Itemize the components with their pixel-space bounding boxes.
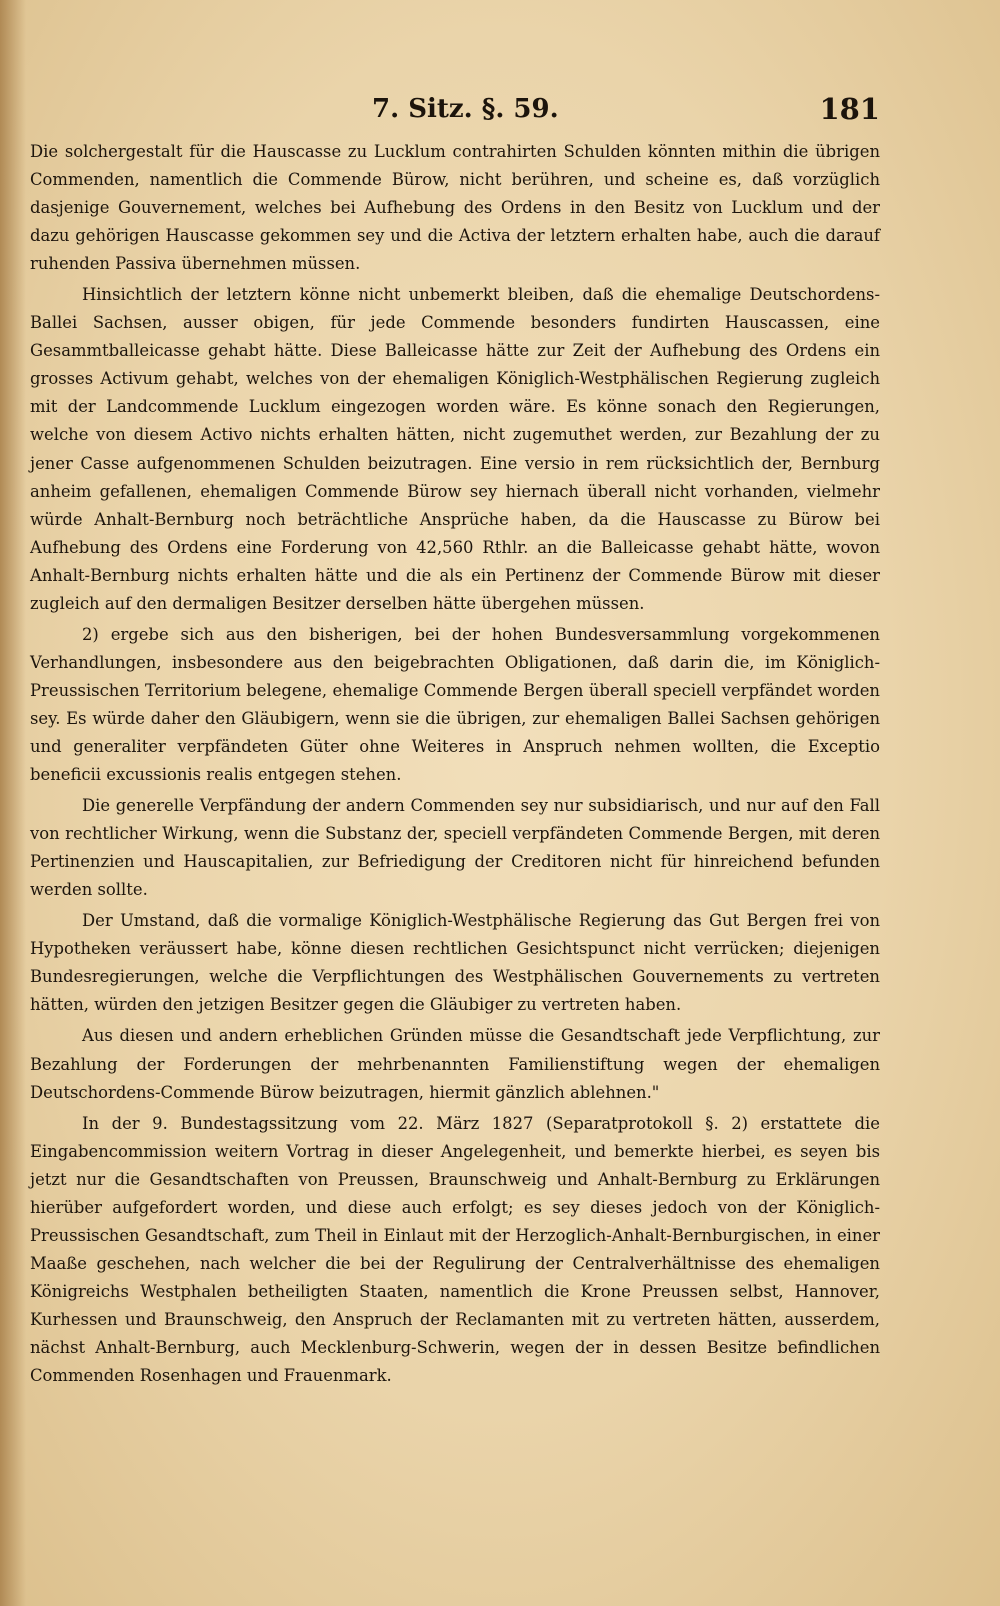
paragraph: Der Umstand, daß die vormalige Königlich-Westphälische Regierung das Gut Bergen frei von Hypotheken veräussert habe, könne diesen rechtlichen Gesichtspunct nicht verrücken; diejenigen Bundesregierungen, welche die Verpflichtungen des Westphälischen Gouvernements zu vertreten hätten, würden den jetzigen Besitzer gegen die Gläubiger zu vertreten haben. [30,911,880,1015]
paragraph: Die generelle Verpfändung der andern Commenden sey nur subsidiarisch, und nur auf den Fall von rechtlicher Wirkung, wenn die Substanz der, speciell verpfändeten Commende Bergen, mit deren Pertinenzien und Hauscapitalien, zur Befriedigung der Creditoren nicht für hinreichend befunden werden sollte. [30,796,880,900]
body-text [30,138,880,1393]
running-head: 7. Sitz. §. 59. [372,94,559,124]
paragraph: Hinsichtlich der letztern könne nicht unbemerkt bleiben, daß die ehemalige Deutschordens-Ballei Sachsen, ausser obigen, für jede Commende besonders fundirten Hauscassen, eine Gesammtballeicasse gehabt hätte. Diese Balleicasse hätte zur Zeit der Aufhebung des Ordens ein grosses Activum gehabt, welches von der ehemaligen Königlich-Westphälischen Regierung zugleich mit der Landcommende Lucklum eingezogen worden wäre. Es könne sonach den Regierungen, welche von diesem Activo nichts erhalten hätten, nicht zugemuthet werden, zur Bezahlung der zu jener Casse aufgenommenen Schulden beizutragen. Eine versio in rem rücksichtlich der, Bernburg anheim gefallenen, ehemaligen Commende Bürow sey hiernach überall nicht vorhanden, vielmehr würde Anhalt-Bernburg noch beträchtliche Ansprüche haben, da die Hauscasse zu Bürow bei Aufhebung des Ordens eine Forderung von 42,560 Rthlr. an die Balleicasse gehabt hätte, wovon Anhalt-Bernburg nichts erhalten hätte und die als ein Pertinenz der Commende Bürow mit dieser zugleich auf den dermaligen Besitzer derselben hätte übergehen müssen. [30,285,880,613]
page-number: 181 [819,92,880,126]
paragraph: Die solchergestalt für die Hauscasse zu Lucklum contrahirten Schulden könnten mithin die übrigen Commenden, namentlich die Commende Bürow, nicht berühren, und scheine es, daß vorzüglich dasjenige Gouvernement, welches bei Aufhebung des Ordens in den Besitz von Lucklum und der dazu gehörigen Hauscasse gekommen sey und die Activa der letztern erhalten habe, auch die darauf ruhenden Passiva übernehmen müssen. [30,142,880,274]
paragraph: 2) ergebe sich aus den bisherigen, bei der hohen Bundesversammlung vorgekommenen Verhandlungen, insbesondere aus den beigebrachten Obligationen, daß darin die, im Königlich-Preussischen Territorium belegene, ehemalige Commende Bergen überall speciell verpfändet worden sey. Es würde daher den Gläubigern, wenn sie die übrigen, zur ehemaligen Ballei Sachsen gehörigen und generaliter verpfändeten Güter ohne Weiteres in Anspruch nehmen wollten, die Exceptio beneficii excussionis realis entgegen stehen. [30,624,880,785]
paragraph: Aus diesen und andern erheblichen Gründen müsse die Gesandtschaft jede Verpflichtung, zur Bezahlung der Forderungen der mehrbenannten Familienstiftung wegen der ehemaligen Deutschordens-Commende Bürow beizutragen, hiermit gänzlich ablehnen." [30,1026,880,1102]
page-header [30,94,880,134]
paragraph: In der 9. Bundestagssitzung vom 22. März 1827 (Separatprotokoll §. 2) erstattete die Eingabencommission weitern Vortrag in dieser Angelegenheit, und bemerkte hierbei, es seyen bis jetzt nur die Gesandtschaften von Preussen, Braunschweig und Anhalt-Bernburg zu Erklärungen hierüber aufgefordert worden, und diese auch erfolgt; es sey dieses jedoch von der Königlich-Preussischen Gesandtschaft, zum Theil in Einlaut mit der Herzoglich-Anhalt-Bernburgischen, in einer Maaße geschehen, nach welcher die bei der Regulirung der Centralverhältnisse des ehemaligen Königreichs Westphalen betheiligten Staaten, namentlich die Krone Preussen selbst, Hannover, Kurhessen und Braunschweig, den Anspruch der Reclamanten mit zu vertreten hätten, ausserdem, nächst Anhalt-Bernburg, auch Mecklenburg-Schwerin, wegen der in dessen Besitze befindlichen Commenden Rosenhagen und Frauenmark. [30,1113,880,1386]
